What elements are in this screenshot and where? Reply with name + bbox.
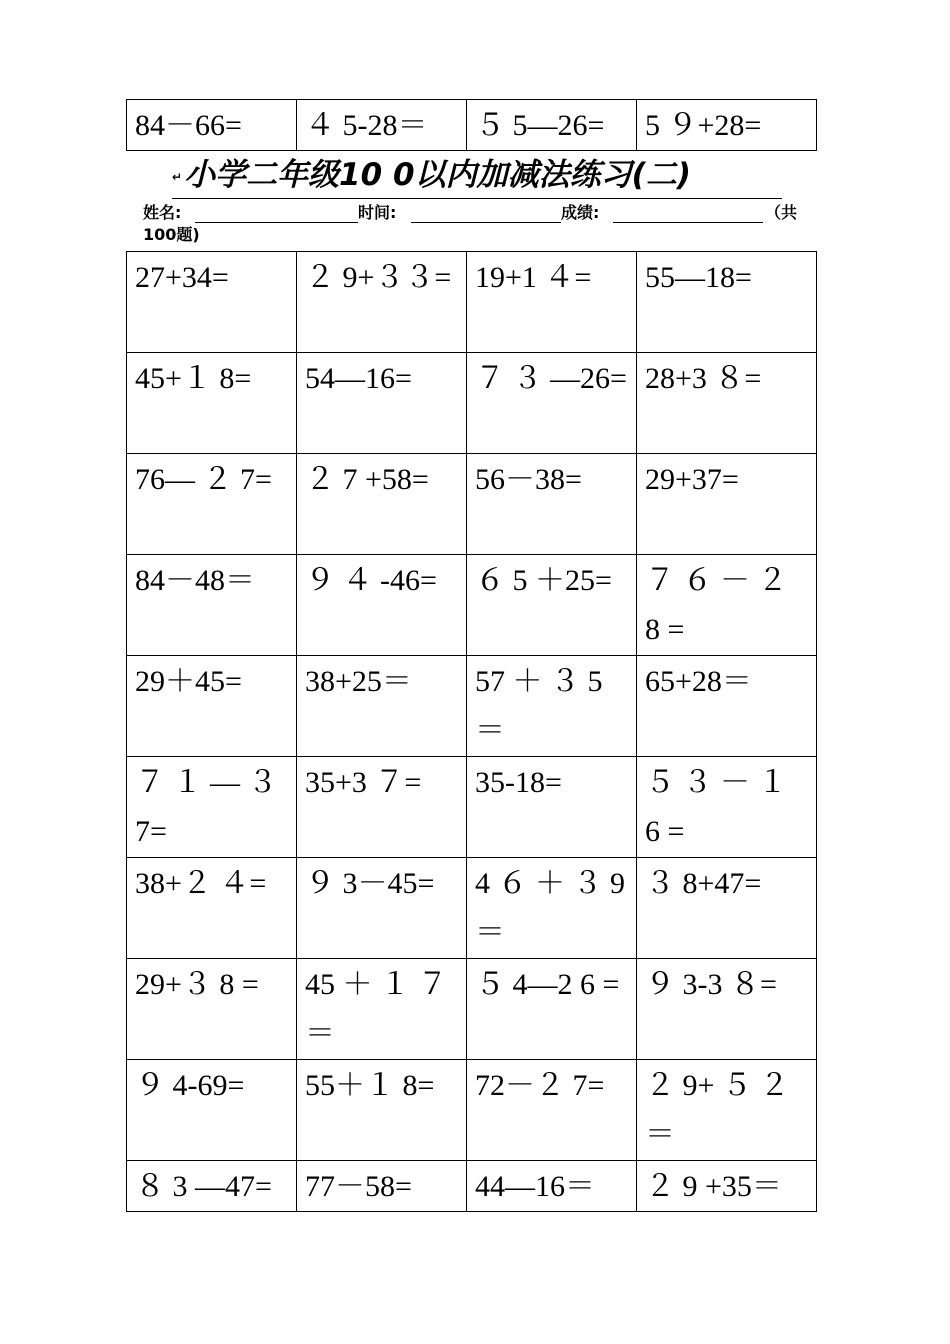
problem-cell: 38+２ ４= (127, 858, 297, 959)
score-label: 成绩: (561, 203, 600, 222)
problem-cell: ２ 7 +58= (297, 454, 467, 555)
total-close: 100题) (143, 225, 200, 244)
problem-cell: 55＋１ 8= (297, 1060, 467, 1161)
student-info (143, 202, 807, 246)
problem-cell: ５ ３ － １ 6 = (637, 757, 817, 858)
problem-cell: 44—16＝ (467, 1161, 637, 1212)
problem-cell: 29＋45= (127, 656, 297, 757)
table-row (127, 757, 817, 858)
problem-cell: 77－58= (297, 1161, 467, 1212)
problem-cell: 27+34= (127, 252, 297, 353)
problem-cell: ８ 3 —47= (127, 1161, 297, 1212)
problem-cell: 19+1 ４= (467, 252, 637, 353)
problem-cell: 45+１ 8= (127, 353, 297, 454)
problem-cell: ５ 4—2 6 = (467, 959, 637, 1060)
problem-cell: 35-18= (467, 757, 637, 858)
time-label: 时间: (358, 203, 397, 222)
problem-cell: 56－38= (467, 454, 637, 555)
top-problem-table (126, 99, 817, 151)
problem-cell: 28+3 ８= (637, 353, 817, 454)
problem-cell: 45 ＋ １ ７＝ (297, 959, 467, 1060)
problem-cell: ７ １ — ３ 7= (127, 757, 297, 858)
name-label: 姓名: (143, 203, 182, 222)
name-line (195, 222, 358, 223)
problem-cell: 57 ＋ ３ 5＝ (467, 656, 637, 757)
paragraph-mark-icon: ↵ (172, 169, 183, 184)
table-row (127, 1060, 817, 1161)
problem-cell: ２ 9+３３= (297, 252, 467, 353)
worksheet-title (172, 154, 782, 199)
problem-cell: 4 ６ ＋ ３ 9＝ (467, 858, 637, 959)
table-row (127, 1161, 817, 1212)
problem-cell: 54—16= (297, 353, 467, 454)
table-row (127, 252, 817, 353)
total-open: （共 (765, 203, 798, 222)
problem-cell: ９ 3-3 ８= (637, 959, 817, 1060)
table-row (127, 858, 817, 959)
table-row (127, 656, 817, 757)
table-row (127, 959, 817, 1060)
problem-cell: ７ ６ － ２ 8 = (637, 555, 817, 656)
problem-cell: ２ 9+ ５ ２＝ (637, 1060, 817, 1161)
problem-cell: 55—18= (637, 252, 817, 353)
table-row (127, 555, 817, 656)
problem-cell: 5 ９+28= (637, 100, 817, 151)
problem-cell: ９ ４ -46= (297, 555, 467, 656)
problem-cell: 72－２ 7= (467, 1060, 637, 1161)
problem-cell: 35+3 ７= (297, 757, 467, 858)
score-line (613, 222, 763, 223)
problem-cell: 76— ２ 7= (127, 454, 297, 555)
problem-cell: 29+３ 8 = (127, 959, 297, 1060)
problem-cell: ９ 4-69= (127, 1060, 297, 1161)
table-row (127, 454, 817, 555)
problem-cell: ２ 9 +35＝ (637, 1161, 817, 1212)
table-row (127, 100, 817, 151)
problem-cell: 84－66= (127, 100, 297, 151)
problem-cell: ５ 5—26= (467, 100, 637, 151)
problem-cell: 84－48＝ (127, 555, 297, 656)
problem-cell: 29+37= (637, 454, 817, 555)
title-text: 小学二年级10 0以内加减法练习(二) (184, 157, 691, 193)
problem-cell: ３ 8+47= (637, 858, 817, 959)
problem-cell: ９ 3－45= (297, 858, 467, 959)
problem-cell: ６ 5 ＋25= (467, 555, 637, 656)
table-row (127, 353, 817, 454)
problem-cell: 38+25＝ (297, 656, 467, 757)
problem-cell: 65+28＝ (637, 656, 817, 757)
problem-table (126, 251, 817, 1212)
problem-cell: ７ ３ —26= (467, 353, 637, 454)
time-line (411, 222, 561, 223)
problem-cell: ４ 5-28＝ (297, 100, 467, 151)
